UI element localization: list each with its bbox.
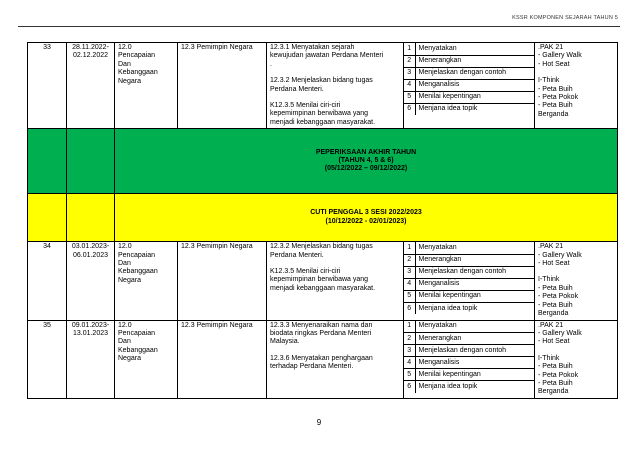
text-line: - Hot Seat bbox=[538, 260, 570, 268]
skill-row bbox=[404, 302, 534, 314]
skill-number: 5 bbox=[404, 369, 415, 381]
text-line: Pencapaian bbox=[118, 251, 155, 259]
text-line: 06.01.2023 bbox=[72, 251, 109, 259]
table-row bbox=[28, 320, 618, 398]
text-line: Berganda bbox=[538, 110, 569, 118]
skill-label: Menilai kepentingan bbox=[415, 290, 534, 302]
skill-number: 3 bbox=[404, 67, 415, 79]
text-line: PEPERIKSAAN AKHIR TAHUN bbox=[315, 148, 417, 156]
skill-number: 6 bbox=[404, 302, 415, 314]
skill-label: Menganalisis bbox=[415, 79, 534, 91]
text-line: .PAK 21 bbox=[538, 243, 564, 251]
paragraph-gap bbox=[270, 94, 400, 102]
text-line: 12.3.3 Menyenaraikan nama dan bbox=[270, 321, 373, 329]
skill-number: 4 bbox=[404, 79, 415, 91]
text-line: - Gallery Walk bbox=[538, 52, 582, 60]
text-line: Kebanggaan bbox=[118, 69, 158, 77]
week-cell: 33 bbox=[28, 43, 67, 129]
exam-band-text bbox=[115, 129, 618, 194]
skill-row bbox=[404, 333, 534, 345]
text-line: CUTI PENGGAL 3 SESI 2022/2023 bbox=[310, 209, 422, 217]
text-line: kepemimpinan berwibawa yang bbox=[270, 276, 369, 284]
empty-date-cell bbox=[67, 129, 115, 194]
text-line: terhadap Perdana Menteri. bbox=[270, 363, 354, 371]
topic-cell: 12.3 Pemimpin Negara bbox=[178, 43, 267, 129]
skill-number: 2 bbox=[404, 254, 415, 266]
skill-row bbox=[404, 79, 534, 91]
text-line: K12.3.5 Menilai ciri-ciri bbox=[270, 268, 341, 276]
text-line: .PAK 21 bbox=[538, 321, 564, 329]
text-line: Dan bbox=[118, 260, 131, 268]
skill-number: 5 bbox=[404, 290, 415, 302]
text-line: - Peta Pokok bbox=[538, 371, 579, 379]
skill-label: Menilai kepentingan bbox=[415, 91, 534, 103]
exam-band bbox=[28, 129, 618, 194]
text-line: .PAK 21 bbox=[538, 44, 564, 51]
skill-row bbox=[404, 357, 534, 369]
text-line: I-Think bbox=[538, 354, 560, 362]
skill-row bbox=[404, 43, 534, 55]
text-line: 12.0 bbox=[118, 44, 132, 51]
text-line: Perdana Menteri. bbox=[270, 251, 324, 259]
text-line: I-Think bbox=[538, 276, 560, 284]
skill-number: 5 bbox=[404, 91, 415, 103]
theme-cell bbox=[115, 320, 178, 398]
week-cell: 34 bbox=[28, 242, 67, 320]
skill-number: 4 bbox=[404, 357, 415, 369]
skill-label: Menilai kepentingan bbox=[415, 369, 534, 381]
skill-number: 6 bbox=[404, 103, 415, 115]
page-number: 9 bbox=[316, 418, 322, 427]
text-line: - Hot Seat bbox=[538, 60, 570, 68]
skill-label: Menjelaskan dengan contoh bbox=[415, 345, 534, 357]
text-line: I-Think bbox=[538, 77, 560, 85]
learning-standard-cell bbox=[267, 43, 404, 129]
text-line: 12.0 bbox=[118, 321, 132, 329]
skill-row bbox=[404, 381, 534, 393]
text-line: (TAHUN 4, 5 & 6) bbox=[338, 157, 394, 165]
text-line: - Peta Pokok bbox=[538, 293, 579, 301]
skill-row bbox=[404, 103, 534, 115]
document-header-title: KSSR KOMPONEN SEJARAH TAHUN 5 bbox=[512, 15, 618, 21]
text-line: 12.3.2 Menjelaskan bidang tugas bbox=[270, 243, 373, 251]
text-line: menjadi kebanggaan masyarakat. bbox=[270, 284, 376, 292]
text-line: 12.0 bbox=[118, 243, 132, 251]
paragraph-gap bbox=[270, 69, 400, 77]
skill-row bbox=[404, 278, 534, 290]
skills-table bbox=[404, 43, 534, 115]
date-cell bbox=[67, 320, 115, 398]
text-line: 13.01.2023 bbox=[72, 329, 109, 337]
skill-number: 3 bbox=[404, 345, 415, 357]
skill-row bbox=[404, 345, 534, 357]
text-line: - Peta Pokok bbox=[538, 94, 579, 102]
skill-number: 6 bbox=[404, 381, 415, 393]
holiday-band bbox=[28, 194, 618, 242]
text-line: Berganda bbox=[538, 388, 569, 396]
text-line: Dan bbox=[118, 60, 131, 68]
text-line: 12.3.1 Menyatakan sejarah bbox=[270, 44, 355, 51]
text-line: - Peta Buih bbox=[538, 363, 573, 371]
skill-label: Menyatakan bbox=[415, 43, 534, 55]
skill-row bbox=[404, 254, 534, 266]
skill-label: Menjana idea topik bbox=[415, 302, 534, 314]
text-line: (10/12/2022 - 02/01/2023) bbox=[325, 217, 407, 225]
paragraph-gap bbox=[538, 268, 614, 276]
text-line: 09.01.2023- bbox=[71, 321, 110, 329]
learning-standard-cell bbox=[267, 320, 404, 398]
skill-number: 2 bbox=[404, 333, 415, 345]
learning-standard-cell bbox=[267, 242, 404, 320]
text-line: - Hot Seat bbox=[538, 338, 570, 346]
text-line: 03.01.2023- bbox=[71, 243, 110, 251]
notes-cell bbox=[535, 43, 618, 129]
text-line: 12.3.2 Menjelaskan bidang tugas bbox=[270, 77, 373, 85]
topic-cell: 12.3 Pemimpin Negara bbox=[178, 320, 267, 398]
text-line: (05/12/2022 – 09/12/2022) bbox=[324, 165, 408, 173]
date-cell bbox=[67, 242, 115, 320]
header-divider bbox=[18, 26, 620, 27]
lesson-plan-table bbox=[27, 42, 618, 399]
week-cell: 35 bbox=[28, 320, 67, 398]
skill-label: Menerangkan bbox=[415, 333, 534, 345]
date-cell bbox=[67, 43, 115, 129]
skill-number: 1 bbox=[404, 242, 415, 254]
skill-label: Menganalisis bbox=[415, 278, 534, 290]
text-line: . bbox=[270, 60, 272, 68]
paragraph-gap bbox=[538, 69, 614, 77]
empty-week-cell bbox=[28, 129, 67, 194]
skill-label: Menerangkan bbox=[415, 55, 534, 67]
skill-row bbox=[404, 321, 534, 333]
text-line: Berganda bbox=[538, 310, 569, 318]
skill-row bbox=[404, 290, 534, 302]
text-line: Kebanggaan bbox=[118, 346, 158, 354]
skill-row bbox=[404, 55, 534, 67]
text-line: kewujudan jawatan Perdana Menteri bbox=[270, 52, 384, 60]
notes-cell bbox=[535, 320, 618, 398]
skill-row bbox=[404, 67, 534, 79]
skills-table bbox=[404, 321, 534, 393]
skill-label: Menyatakan bbox=[415, 242, 534, 254]
text-line: Pencapaian bbox=[118, 329, 155, 337]
skill-row bbox=[404, 369, 534, 381]
text-line: kepemimpinan berwibawa yang bbox=[270, 110, 369, 118]
theme-cell bbox=[115, 242, 178, 320]
skill-row bbox=[404, 91, 534, 103]
table-row bbox=[28, 242, 618, 320]
holiday-band-text bbox=[115, 194, 618, 242]
text-line: 28.11.2022- bbox=[72, 44, 109, 51]
text-line: - Gallery Walk bbox=[538, 329, 582, 337]
skill-number: 1 bbox=[404, 321, 415, 333]
text-line: - Peta Buih bbox=[538, 284, 573, 292]
text-line: Malaysia. bbox=[270, 338, 300, 346]
empty-date-cell bbox=[67, 194, 115, 242]
skill-label: Menjana idea topik bbox=[415, 381, 534, 393]
skill-label: Menyatakan bbox=[415, 321, 534, 333]
skill-label: Menjelaskan dengan contoh bbox=[415, 67, 534, 79]
skill-label: Menjana idea topik bbox=[415, 103, 534, 115]
text-line: Perdana Menteri. bbox=[270, 85, 324, 93]
skill-number: 1 bbox=[404, 43, 415, 55]
skill-number: 2 bbox=[404, 55, 415, 67]
skills-cell bbox=[404, 242, 535, 320]
text-line: biodata ringkas Perdana Menteri bbox=[270, 329, 372, 337]
text-line: Negara bbox=[118, 355, 141, 363]
text-line: Pencapaian bbox=[118, 52, 155, 60]
skill-number: 4 bbox=[404, 278, 415, 290]
paragraph-gap bbox=[538, 347, 614, 355]
skill-number: 3 bbox=[404, 266, 415, 278]
skill-label: Menganalisis bbox=[415, 357, 534, 369]
skill-row bbox=[404, 266, 534, 278]
notes-cell bbox=[535, 242, 618, 320]
topic-cell: 12.3 Pemimpin Negara bbox=[178, 242, 267, 320]
empty-week-cell bbox=[28, 194, 67, 242]
text-line: 12.3.6 Menyatakan penghargaan bbox=[270, 354, 373, 362]
text-line: - Gallery Walk bbox=[538, 251, 582, 259]
skill-label: Menerangkan bbox=[415, 254, 534, 266]
skills-cell bbox=[404, 43, 535, 129]
text-line: 02.12.2022 bbox=[72, 52, 109, 60]
skill-label: Menjelaskan dengan contoh bbox=[415, 266, 534, 278]
text-line: Negara bbox=[118, 276, 141, 284]
text-line: menjadi kebanggaan masyarakat. bbox=[270, 118, 376, 126]
text-line: Dan bbox=[118, 338, 131, 346]
skills-table bbox=[404, 242, 534, 314]
skills-cell bbox=[404, 320, 535, 398]
skill-row bbox=[404, 242, 534, 254]
text-line: Negara bbox=[118, 77, 141, 85]
text-line: - Peta Buih bbox=[538, 85, 573, 93]
text-line: - Peta Buih bbox=[538, 102, 573, 110]
table-row bbox=[28, 43, 618, 129]
text-line: - Peta Buih bbox=[538, 301, 573, 309]
text-line: K12.3.5 Menilai ciri-ciri bbox=[270, 102, 341, 110]
paragraph-gap bbox=[270, 260, 400, 268]
theme-cell bbox=[115, 43, 178, 129]
text-line: Kebanggaan bbox=[118, 268, 158, 276]
text-line: - Peta Buih bbox=[538, 379, 573, 387]
paragraph-gap bbox=[270, 347, 400, 355]
